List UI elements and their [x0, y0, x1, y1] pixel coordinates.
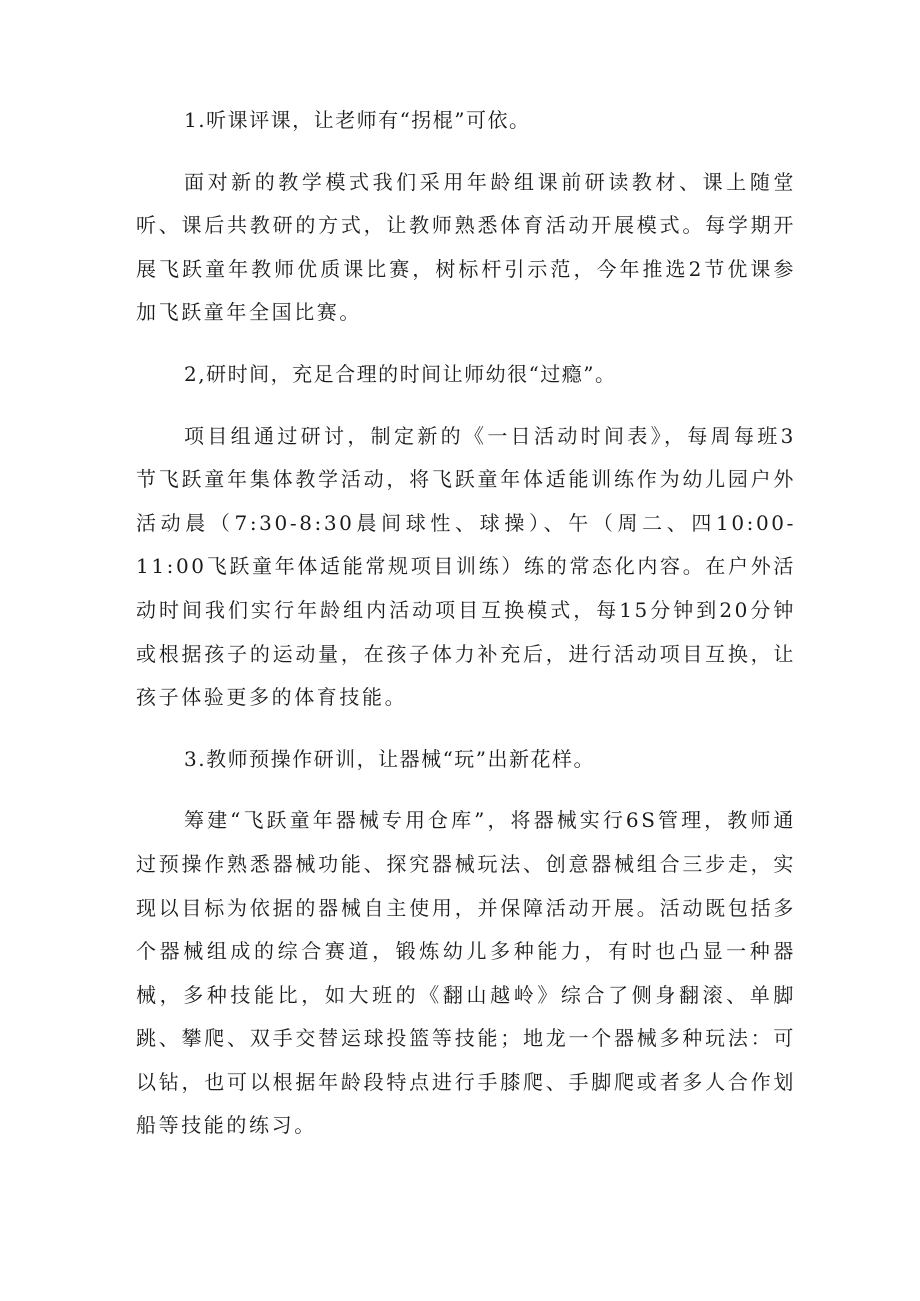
section-1-paragraph: 面对新的教学模式我们采用年龄组课前研读教材、课上随堂听、课后共教研的方式，让教师熟悉体育活动开展模式。每学期开展飞跃童年教师优质课比赛，树标杆引示范，今年推选2节优课参加飞跃童年全国比赛。	[136, 169, 796, 325]
section-3-paragraph: 筹建“飞跃童年器械专用仓库”，将器械实行6S管理，教师通过预操作熟悉器械功能、探究器械玩法、创意器械组合三步走，实现以目标为依据的器械自主使用，并保障活动开展。活动既包括多个器械组成的综合赛道，锻炼幼儿多种能力，有时也凸显一种器械，多种技能比，如大班的《翻山越岭》综合了侧身翻滚、单脚跳、攀爬、双手交替运球投篮等技能；地龙一个器械多种玩法：可以钻，也可以根据年龄段特点进行手膝爬、手脚爬或者多人合作划船等技能的练习。	[136, 808, 796, 1138]
spacer	[136, 720, 796, 738]
section-1-heading: 1.听课评课，让老师有“拐棍”可依。	[184, 108, 531, 132]
document-body	[136, 99, 796, 1148]
spacer	[136, 143, 796, 161]
spacer	[136, 781, 796, 799]
section-2-paragraph: 项目组通过研讨，制定新的《一日活动时间表》，每周每班3节飞跃童年集体教学活动，将飞跃童年体适能训练作为幼儿园户外活动晨（7:30-8:30晨间球性、球操）、午（周二、四10:00-11:00飞跃童年体适能常规项目训练）练的常态化内容。在户外活动时间我们实行年龄组内活动项目互换模式，每15分钟到20分钟或根据孩子的运动量，在孩子体力补充后，进行活动项目互换，让孩子体验更多的体育技能。	[136, 423, 796, 710]
spacer	[136, 335, 796, 353]
section-3-heading: 3.教师预操作研训，让器械“玩”出新花样。	[184, 746, 596, 771]
section-2-heading: 2,研时间，充足合理的时间让师幼很“过瘾”。	[184, 361, 617, 386]
spacer	[136, 397, 796, 415]
